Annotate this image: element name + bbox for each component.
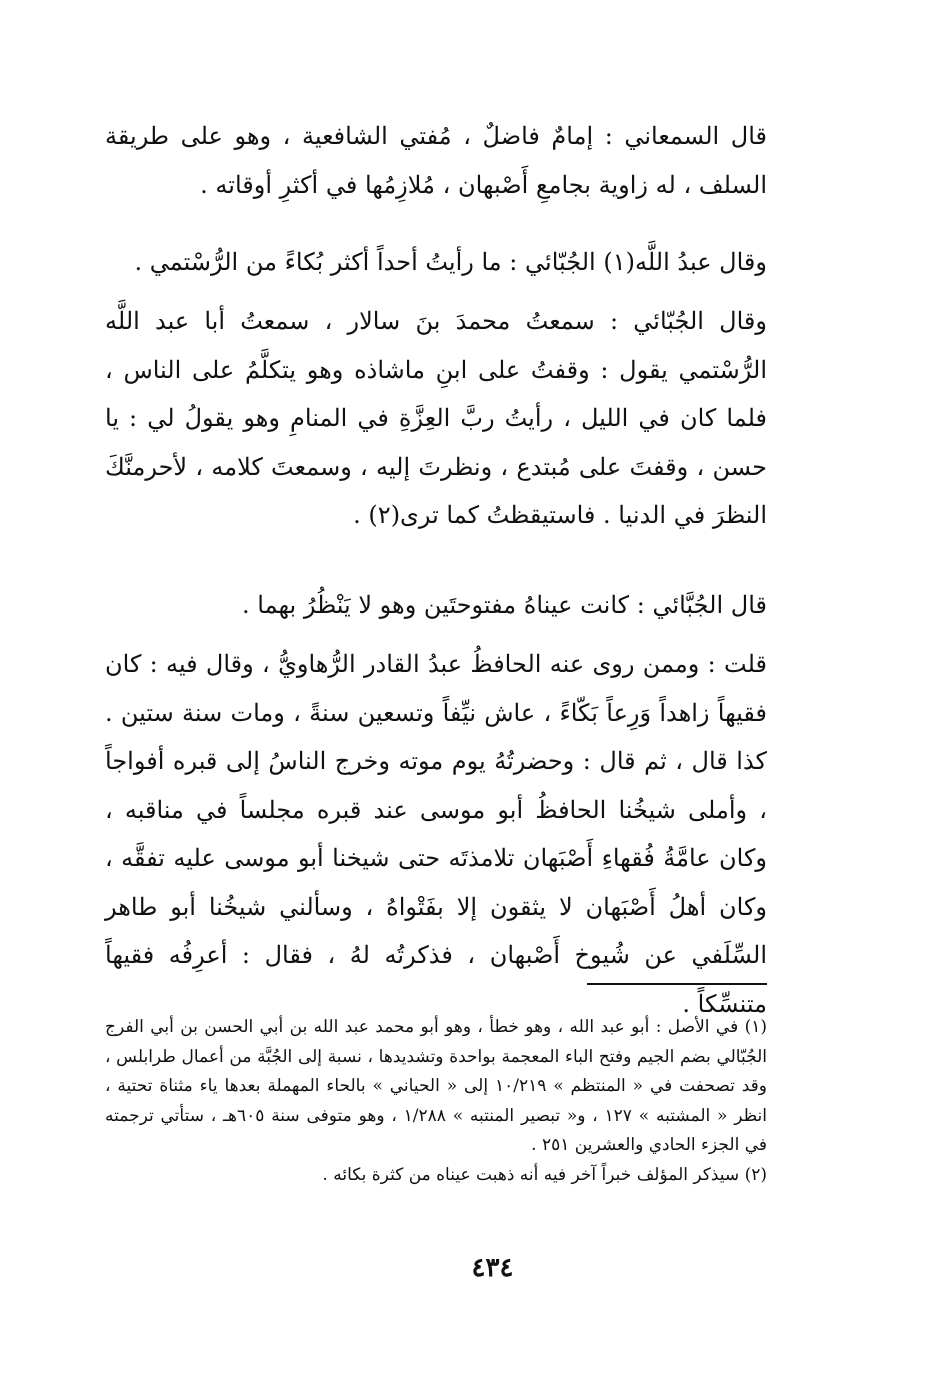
footnote-separator <box>587 983 767 985</box>
footnote-1: (١) في الأصل : أبو عبد الله ، وهو خطأ ، وهو أبو محمد عبد الله بن أبي الحسن بن أبي الفرج الجُبّالي بضم الجيم وفتح الباء المعجمة بواحدة وتشديدها ، نسبة إلى الجُبَّة من أعمال طرابلس ، وقد تصحفت في « المنتظم » ١٠/٢١٩ إلى « الحياني » بالحاء المهملة بعدها ياء مثناة تحتية ، انظر « المشتبه » ١٢٧ ، و« تبصير المنتبه » ١/٢٨٨ ، وهو متوفى سنة ٦٠٥هـ ، ستأتي ترجمته في الجزء الحادي والعشرين ٢٥١ . <box>105 1017 768 1155</box>
paragraph-4: قال الجُبَّائي : كانت عيناهُ مفتوحتَين وهو لا يَنْظُرُ بهما . <box>242 591 767 619</box>
paragraph-2: وقال عبدُ اللَّه(١) الجُبّائي : ما رأيتُ أحداً أكثر بُكاءً من الرُّسْتمي . <box>134 248 767 276</box>
paragraph-3: وقال الجُبّائي : سمعتُ محمدَ بنَ سالار ، سمعتُ أبا عبد اللَّه الرُّسْتمي يقول : وقفتُ على ابنِ ماشاذه وهو يتكلَّمُ على الناس ، فلما كان في الليل ، رأيتُ ربَّ العِزَّةِ في المنامِ وهو يقولُ لي : يا حسن ، وقفتَ على مُبتدع ، ونظرتَ إليه ، وسمعتَ كلامه ، لأحرمنَّكَ النظرَ في الدنيا . فاستيقظتُ كما ترى(٢) . <box>105 307 767 529</box>
page-number: ٤٣٤ <box>471 1253 514 1283</box>
paragraph-1: قال السمعاني : إمامٌ فاضلٌ ، مُفتي الشافعية ، وهو على طريقة السلف ، له زاوية بجامعِ أَصْبهان ، مُلازِمُها في أكثرِ أوقاته . <box>105 122 767 199</box>
footnotes <box>105 1013 767 1190</box>
paragraph-5: قلت : وممن روى عنه الحافظُ عبدُ القادر الرُّهاويُّ ، وقال فيه : كان فقيهاً زاهداً وَرِعاً بَكّاءً ، عاش نيِّفاً وتسعين سنةً ، ومات سنة ستين . كذا قال ، ثم قال : وحضرتُهُ يوم موته وخرج الناسُ إلى قبره أفواجاً ، وأملى شيخُنا الحافظُ أبو موسى عند قبره مجلساً في مناقبه ، وكان عامَّةُ فُقهاءِ أَصْبَهان تلامذتَه حتى شيخنا أبو موسى عليه تفقَّه ، وكان أهلُ أَصْبَهان لا يثقون إلا بفَتْواهُ ، وسألني شيخُنا أبو طاهر السِّلَفي عن شُيوخ أَصْبهان ، فذكرتُه لهُ ، فقال : أعرِفُه فقيهاً متنسِّكاً . <box>105 650 767 1018</box>
footnote-2: (٢) سيذكر المؤلف خبراً آخر فيه أنه ذهبت عيناه من كثرة بكائه . <box>322 1164 767 1185</box>
